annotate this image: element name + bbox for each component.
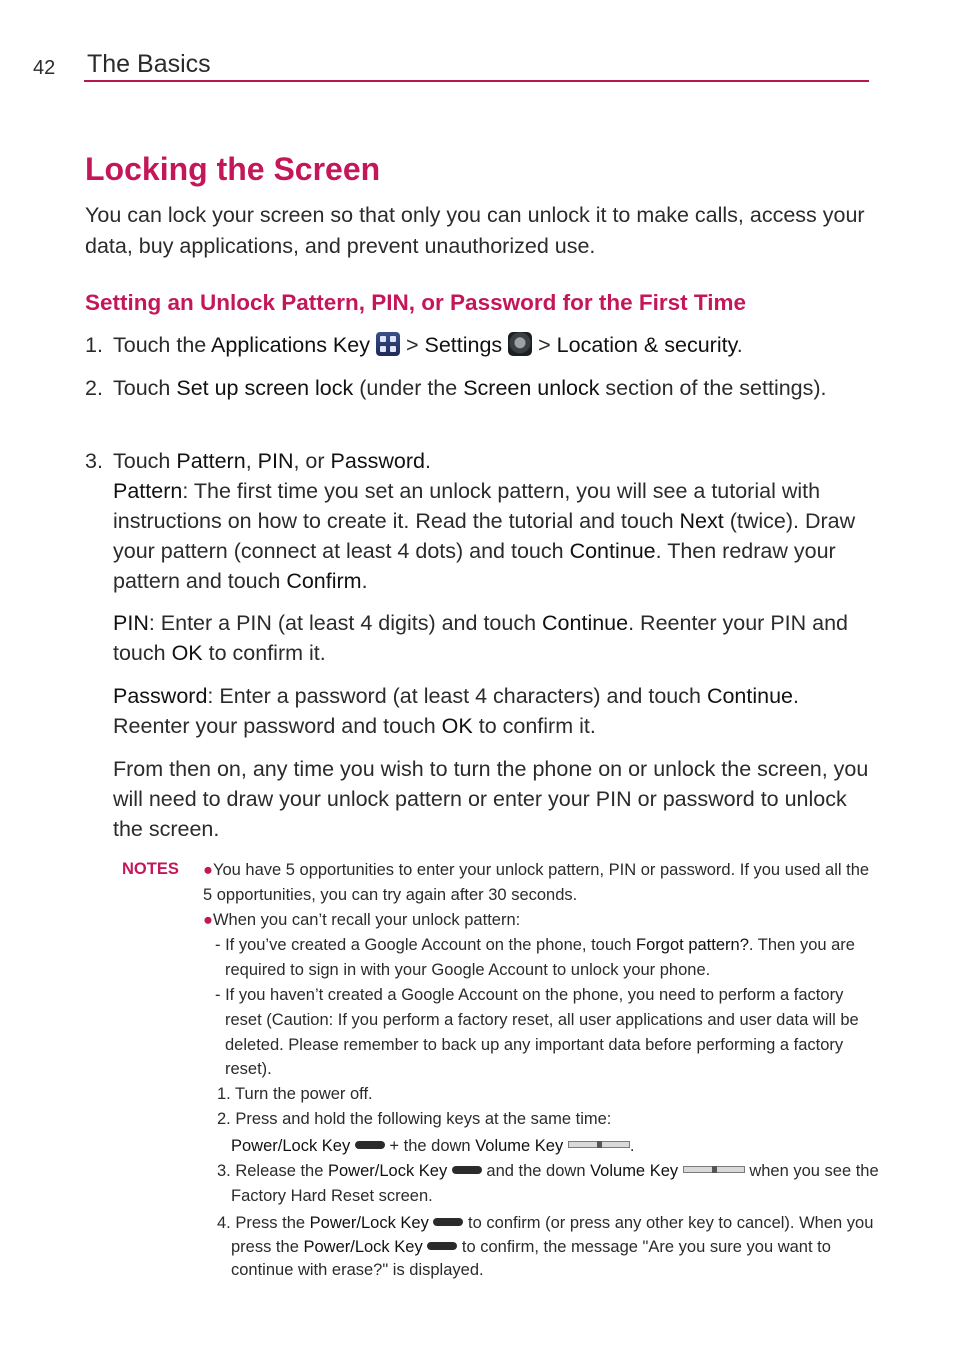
step-1 xyxy=(85,330,875,360)
pattern-label: Pattern xyxy=(176,449,246,473)
step-text: Touch the xyxy=(113,333,212,357)
step-text: , or xyxy=(293,449,331,473)
power-lock-key-icon xyxy=(433,1218,463,1226)
note-text: to confirm (or press any other key to cancel). When you press the xyxy=(231,1214,874,1256)
next-label: Next xyxy=(679,509,724,533)
step-text: Touch xyxy=(113,449,177,473)
location-security-label: Location & security xyxy=(556,333,737,357)
step-number: 3. xyxy=(85,449,103,473)
paragraph-text: : The first time you set an unlock pattern, you will see a tutorial with instructions on how to create it. Read the tutorial and touch xyxy=(113,479,821,533)
note-text: 3. Release the xyxy=(217,1162,328,1180)
paragraph-text: . Reenter your password and touch xyxy=(113,684,799,738)
confirm-label: Confirm xyxy=(286,569,362,593)
continue-label: Continue xyxy=(569,539,656,563)
reset-step-2: 2. Press and hold the following keys at the same time: xyxy=(217,1110,612,1128)
continue-label: Continue xyxy=(542,611,629,635)
step-text: section of the settings). xyxy=(599,376,827,400)
note-text: 4. Press the xyxy=(217,1214,310,1232)
pattern-term: Pattern xyxy=(113,479,183,503)
password-term: Password xyxy=(113,684,208,708)
password-paragraph xyxy=(113,681,873,741)
pin-paragraph xyxy=(113,608,873,668)
paragraph-text: (twice). Draw your pattern (connect at least 4 dots) and touch xyxy=(113,509,856,563)
power-lock-key-label: Power/Lock Key xyxy=(303,1237,423,1256)
step-text: > xyxy=(399,333,425,357)
from-then-paragraph: From then on, any time you wish to turn the phone on or unlock the screen, you will need to draw your unlock pattern or enter your PIN or password to unlock the screen. xyxy=(113,757,869,841)
intro-paragraph: You can lock your screen so that only you can unlock it to make calls, access your data, buy applications, and prevent unauthorized use. xyxy=(85,203,865,258)
bullet-icon: ● xyxy=(203,911,213,929)
paragraph-text: : Enter a PIN (at least 4 digits) and touch xyxy=(148,611,543,635)
continue-label: Continue xyxy=(706,684,794,708)
note-text: . xyxy=(629,1137,635,1155)
power-lock-key-icon xyxy=(452,1166,482,1174)
step-text: . xyxy=(424,449,431,473)
note-text: You have 5 opportunities to enter your unlock pattern, PIN or password. If you used all the 5 opportunities, you can try again after 30 seconds. xyxy=(203,861,870,904)
note-dash-2: - If you haven’t created a Google Account on the phone, you need to perform a factory reset (Caution: If you perform a factory reset, all user applications and user data will be deleted. Please remember to back up any important data before performing a factory reset). xyxy=(215,986,859,1079)
bullet-icon: ● xyxy=(203,861,213,879)
step-text: > xyxy=(532,333,557,357)
note-1 xyxy=(203,858,871,908)
power-lock-key-label: Power/Lock Key xyxy=(231,1137,351,1155)
page-title: Locking the Screen xyxy=(85,151,381,187)
pin-label: PIN xyxy=(257,449,294,473)
volume-key-icon xyxy=(568,1141,630,1148)
reset-step-1: 1. Turn the power off. xyxy=(217,1085,373,1103)
step-text: . xyxy=(736,333,743,357)
screen-unlock-label: Screen unlock xyxy=(463,376,600,400)
applications-key-label: Applications Key xyxy=(211,333,370,357)
note-text: - If you’ve created a Google Account on the phone, touch xyxy=(215,936,637,954)
reset-step-3 xyxy=(217,1159,885,1209)
page-number: 42 xyxy=(33,57,56,79)
settings-label: Settings xyxy=(424,333,503,357)
note-dash-1 xyxy=(215,933,881,983)
applications-grid-icon xyxy=(376,332,400,356)
set-up-screen-lock-label: Set up screen lock xyxy=(176,376,354,400)
paragraph-text: to confirm it. xyxy=(202,641,326,665)
settings-icon xyxy=(508,332,532,356)
forgot-pattern-label: Forgot pattern? xyxy=(636,936,749,954)
step-text: , xyxy=(245,449,258,473)
note-text: when you see the Factory Hard Reset screen. xyxy=(231,1162,879,1205)
section-title: The Basics xyxy=(87,50,211,78)
subheading: Setting an Unlock Pattern, PIN, or Password for the First Time xyxy=(85,290,746,315)
step-number: 1. xyxy=(85,333,103,357)
reset-step-4 xyxy=(217,1212,885,1283)
paragraph-text: to confirm it. xyxy=(472,714,596,738)
header-rule xyxy=(84,80,869,82)
note-text: . Then you are required to sign in with your Google Account to unlock your phone. xyxy=(225,936,855,979)
power-lock-key-icon xyxy=(427,1242,457,1250)
step-number: 2. xyxy=(85,376,103,400)
note-text: and the down xyxy=(481,1162,591,1180)
ok-label: OK xyxy=(171,641,203,665)
pin-term: PIN xyxy=(113,611,149,635)
step-text: Touch xyxy=(113,376,177,400)
reset-step-2-keys xyxy=(231,1134,871,1159)
note-text: + the down xyxy=(384,1137,476,1155)
paragraph-text: . Reenter your PIN and touch xyxy=(113,611,849,665)
power-lock-key-label: Power/Lock Key xyxy=(309,1214,429,1232)
note-text: When you can’t recall your unlock pattern: xyxy=(212,911,521,929)
paragraph-text: . xyxy=(361,569,368,593)
pattern-paragraph xyxy=(113,476,873,596)
volume-key-icon xyxy=(683,1166,745,1173)
power-lock-key-label: Power/Lock Key xyxy=(328,1162,448,1180)
password-label: Password xyxy=(330,449,425,473)
paragraph-text: : Enter a password (at least 4 characters) and touch xyxy=(207,684,707,708)
step-3 xyxy=(85,446,875,476)
volume-key-label: Volume Key xyxy=(475,1137,564,1155)
volume-key-label: Volume Key xyxy=(590,1162,679,1180)
step-text: (under the xyxy=(353,376,464,400)
paragraph-text: . Then redraw your pattern and touch xyxy=(113,539,836,593)
power-lock-key-icon xyxy=(355,1141,385,1149)
step-2 xyxy=(85,373,875,403)
note-text: to confirm, the message "Are you sure you want to continue with erase?" is displayed. xyxy=(231,1237,831,1279)
note-2 xyxy=(203,908,871,933)
notes-label: NOTES xyxy=(122,860,179,878)
ok-label: OK xyxy=(441,714,473,738)
